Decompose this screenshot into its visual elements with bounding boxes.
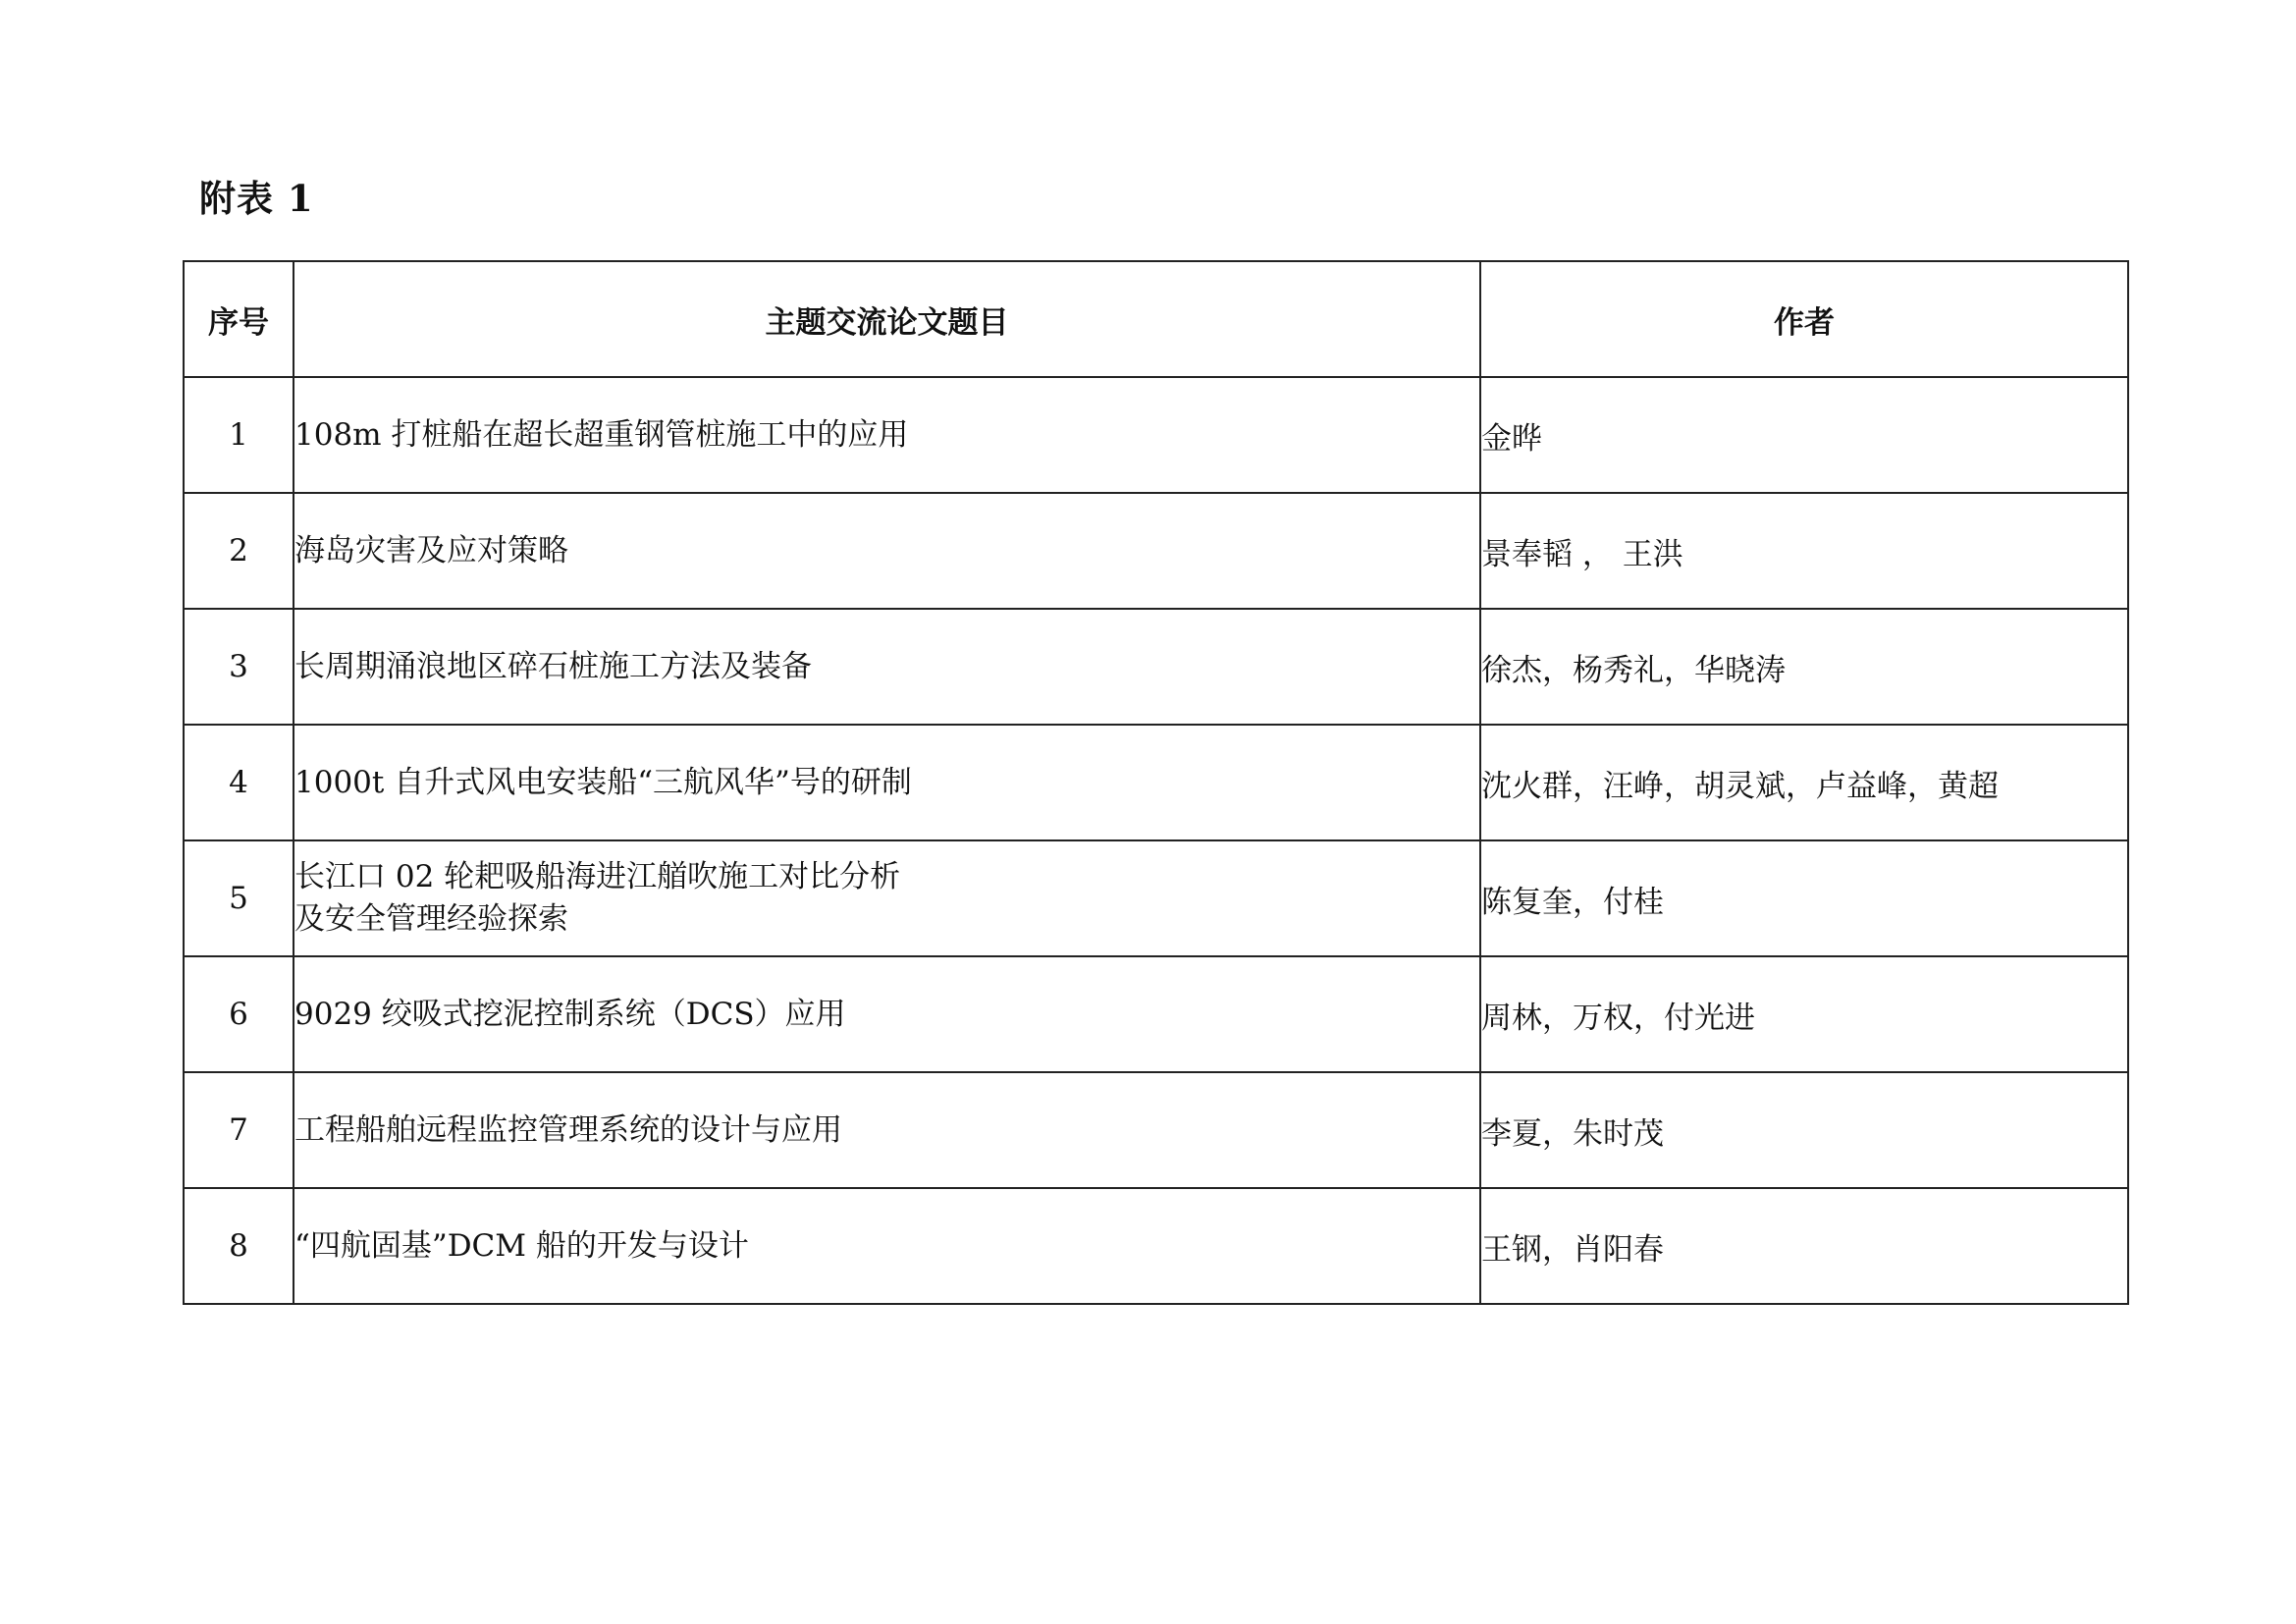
row-paper-title xyxy=(294,956,1480,1072)
row-author: 王钢，肖阳春 xyxy=(1480,1188,2128,1304)
title-line: 及安全管理经验探索 xyxy=(294,901,568,937)
title-line: 9029 绞吸式挖泥控制系统（DCS）应用 xyxy=(294,996,846,1032)
row-serial-number: 3 xyxy=(184,609,294,725)
title-line: 工程船舶远程监控管理系统的设计与应用 xyxy=(294,1111,842,1148)
row-serial-number: 8 xyxy=(184,1188,294,1304)
row-paper-title xyxy=(294,840,1480,956)
row-author: 景奉韬 ， 王洪 xyxy=(1480,493,2128,609)
title-line: 1000t 自升式风电安装船“三航风华”号的研制 xyxy=(294,764,912,800)
row-author: 金晔 xyxy=(1480,377,2128,493)
row-paper-title xyxy=(294,725,1480,840)
row-serial-number: 1 xyxy=(184,377,294,493)
row-serial-number: 6 xyxy=(184,956,294,1072)
table-row xyxy=(184,493,2128,609)
table-row xyxy=(184,1188,2128,1304)
row-author: 沈火群，汪峥，胡灵斌，卢益峰，黄超 xyxy=(1480,725,2128,840)
table-row xyxy=(184,1072,2128,1188)
row-serial-number: 4 xyxy=(184,725,294,840)
row-paper-title xyxy=(294,609,1480,725)
row-serial-number: 5 xyxy=(184,840,294,956)
table-row xyxy=(184,609,2128,725)
title-line: 海岛灾害及应对策略 xyxy=(294,532,568,568)
row-author: 陈复奎，付桂 xyxy=(1480,840,2128,956)
papers-table xyxy=(183,260,2129,1305)
table-row xyxy=(184,725,2128,840)
row-author: 李夏，朱时茂 xyxy=(1480,1072,2128,1188)
header-serial-number: 序号 xyxy=(184,261,294,377)
title-line: 108m 打桩船在超长超重钢管桩施工中的应用 xyxy=(294,416,909,453)
header-paper-title: 主题交流论文题目 xyxy=(294,261,1480,377)
table-row xyxy=(184,840,2128,956)
title-line: 长周期涌浪地区碎石桩施工方法及装备 xyxy=(294,648,812,684)
title-line: 长江口 02 轮耙吸船海进江艏吹施工对比分析 xyxy=(294,859,901,894)
row-paper-title xyxy=(294,377,1480,493)
table-row xyxy=(184,956,2128,1072)
table-row xyxy=(184,377,2128,493)
row-author: 徐杰，杨秀礼，华晓涛 xyxy=(1480,609,2128,725)
header-author: 作者 xyxy=(1480,261,2128,377)
row-author: 周林，万权，付光进 xyxy=(1480,956,2128,1072)
row-serial-number: 7 xyxy=(184,1072,294,1188)
row-paper-title xyxy=(294,493,1480,609)
table-header-row xyxy=(184,261,2128,377)
title-line: “四航固基”DCM 船的开发与设计 xyxy=(294,1227,749,1264)
row-paper-title xyxy=(294,1072,1480,1188)
row-paper-title xyxy=(294,1188,1480,1304)
appendix-title: 附表 1 xyxy=(199,177,314,220)
row-serial-number: 2 xyxy=(184,493,294,609)
